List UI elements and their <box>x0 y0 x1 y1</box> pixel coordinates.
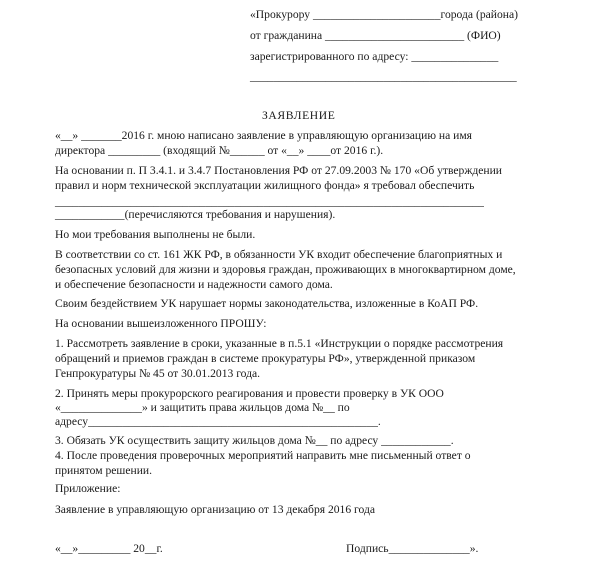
request-item-3: 3. Обязать УК осуществить защиту жильцов дома №__ по адресу ____________. <box>55 434 454 447</box>
request-item-1-line-3: Генпрокуратуры № 45 от 30.01.2013 года. <box>55 367 261 380</box>
request-item-4-line-1: 4. После проведения проверочных мероприятий направить мне письменный ответ о <box>55 449 471 462</box>
paragraph-2-line-2: правил и норм технической эксплуатации жилищного фонда» я требовал обеспечить <box>55 179 475 192</box>
paragraph-5: Своим бездействием УК нарушает нормы законодательства, изложенные в КоАП РФ. <box>55 297 479 310</box>
request-item-2-line-1: 2. Принять меры прокурорского реагирования и провести проверку в УК ООО <box>55 387 444 400</box>
paragraph-2-line-4: ____________(перечисляются требования и нарушения). <box>55 208 336 221</box>
paragraph-4-line-1: В соответствии со ст. 161 ЖК РФ, в обязанности УК входит обеспечение благоприятных и <box>55 248 503 261</box>
paragraph-2-blank-line: __________________________________________________________________________ <box>55 195 484 208</box>
paragraph-4-line-2: безопасных условий для жизни и здоровья граждан, проживающих в многоквартирном доме, <box>55 263 516 276</box>
header-prosecutor-line: «Прокурору ______________________города (района) <box>250 8 518 21</box>
request-item-1-line-2: обращений и приемов граждан в системе прокуратуры РФ», утвержденной приказом <box>55 352 476 365</box>
paragraph-1-line-1: «__» _______2016 г. мною написано заявление в управляющую организацию на имя <box>55 129 473 142</box>
request-item-1-line-1: 1. Рассмотреть заявление в сроки, указанные в п.5.1 «Инструкции о порядке рассмотрения <box>55 337 504 350</box>
paragraph-2-line-1: На основании п. П 3.4.1. и 3.4.7 Постановления РФ от 27.09.2003 № 170 «Об утверждении <box>55 164 503 177</box>
paragraph-6: На основании вышеизложенного ПРОШУ: <box>55 317 267 330</box>
attachment-item: Заявление в управляющую организацию от 13 декабря 2016 года <box>55 503 376 516</box>
date-field: «__»_________ 20__г. <box>55 542 163 555</box>
paragraph-3: Но мои требования выполнены не были. <box>55 228 256 241</box>
document-title: ЗАЯВЛЕНИЕ <box>262 109 336 122</box>
header-address-line: зарегистрированного по адресу: _______________ <box>250 50 499 63</box>
header-address-blank-line: ______________________________________________ <box>250 70 517 83</box>
attachments-label: Приложение: <box>55 482 121 495</box>
paragraph-1-line-2: директора _________ (входящий №______ от «__» ____от 2016 г.). <box>55 144 384 157</box>
request-item-4-line-2: принятом решении. <box>55 464 152 477</box>
header-citizen-line: от гражданина ________________________ (ФИО) <box>250 29 501 42</box>
paragraph-4-line-3: и обеспечение безопасности и надежности самого дома. <box>55 278 333 291</box>
request-item-2-line-2: «______________» и защитить права жильцов дома №__ по <box>55 401 350 414</box>
request-item-2-line-3: адресу__________________________________________________. <box>55 415 381 428</box>
signature-field: Подпись______________». <box>346 542 479 555</box>
